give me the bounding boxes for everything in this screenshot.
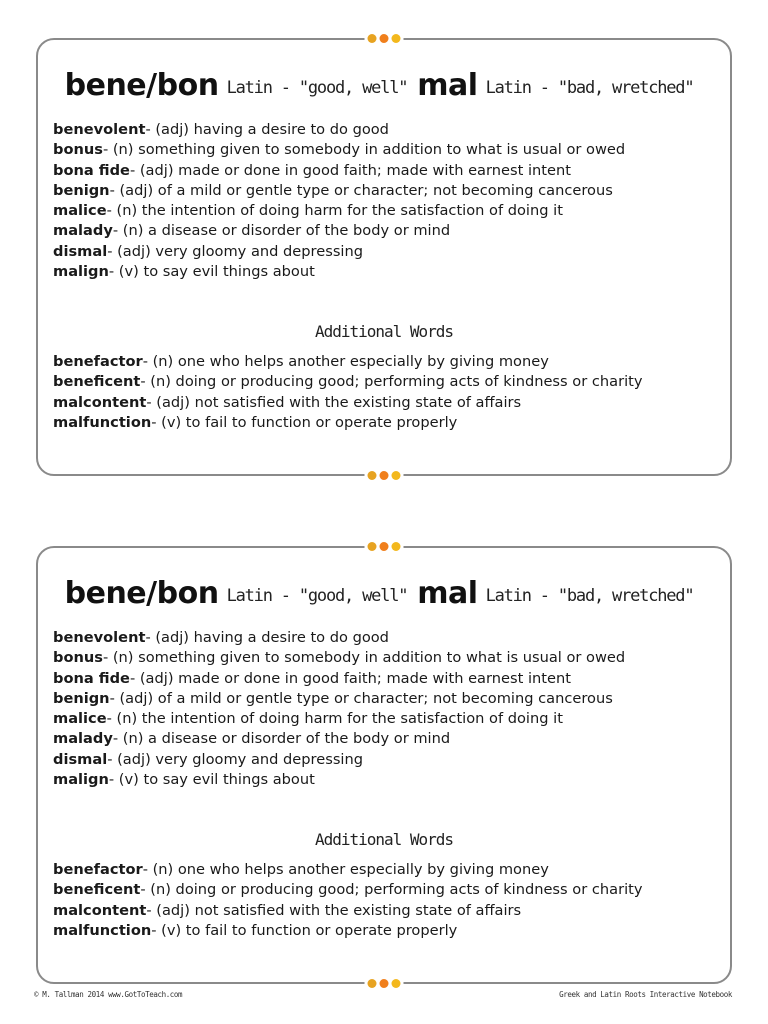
word-definition: - (v) to say evil things about bbox=[108, 263, 315, 281]
word-definition: - (v) to fail to function or operate properly bbox=[151, 921, 458, 939]
word-definition: - (n) a disease or disorder of the body or mind bbox=[112, 730, 451, 748]
word-list bbox=[53, 120, 720, 282]
word-entry bbox=[53, 628, 720, 648]
word-entry bbox=[53, 921, 720, 941]
word-term: malady bbox=[53, 730, 113, 748]
word-entry bbox=[53, 242, 720, 262]
root-bene-bon: bene/bon bbox=[64, 68, 219, 103]
word-term: benefactor bbox=[53, 353, 143, 370]
root-meaning-1: Latin - "good, well" bbox=[226, 78, 408, 98]
word-entry bbox=[53, 201, 720, 221]
word-entry bbox=[53, 709, 720, 729]
word-definition: - (v) to fail to function or operate properly bbox=[151, 413, 458, 431]
word-definition: - (adj) made or done in good faith; made with earnest intent bbox=[129, 161, 571, 179]
word-entry bbox=[53, 120, 720, 140]
additional-word-list bbox=[53, 352, 720, 433]
word-entry bbox=[53, 901, 720, 921]
dot-icon bbox=[380, 542, 389, 551]
word-entry bbox=[53, 393, 720, 413]
word-entry bbox=[53, 352, 720, 372]
dot-icon bbox=[380, 979, 389, 988]
word-term: bona fide bbox=[53, 669, 130, 687]
word-term: bonus bbox=[53, 649, 103, 667]
word-entry bbox=[53, 689, 720, 709]
copyright-footer: © M. Tallman 2014 www.GotToTeach.com bbox=[34, 990, 183, 999]
word-definition: - (n) something given to somebody in addition to what is usual or owed bbox=[102, 649, 626, 667]
word-definition: - (adj) very gloomy and depressing bbox=[107, 750, 363, 768]
word-definition: - (adj) of a mild or gentle type or character; not becoming cancerous bbox=[109, 181, 613, 199]
dot-icon bbox=[392, 979, 401, 988]
root-meaning-2: Latin - "bad, wretched" bbox=[485, 586, 694, 606]
word-term: malfunction bbox=[53, 921, 152, 939]
word-definition: - (adj) having a desire to do good bbox=[145, 629, 389, 646]
word-entry bbox=[53, 262, 720, 282]
word-entry bbox=[53, 880, 720, 900]
additional-words-heading: Additional Words bbox=[314, 322, 454, 341]
dot-icon bbox=[392, 34, 401, 43]
word-term: bonus bbox=[53, 141, 103, 159]
word-definition: - (adj) of a mild or gentle type or character; not becoming cancerous bbox=[109, 689, 613, 707]
word-definition: - (v) to say evil things about bbox=[108, 771, 315, 789]
word-list bbox=[53, 628, 720, 790]
word-term: malign bbox=[53, 263, 109, 281]
vocab-card-2 bbox=[36, 546, 732, 984]
decorative-dots-top bbox=[365, 34, 404, 43]
word-entry bbox=[53, 161, 720, 181]
word-term: benign bbox=[53, 689, 110, 707]
dot-icon bbox=[392, 542, 401, 551]
word-term: malign bbox=[53, 771, 109, 789]
additional-word-list bbox=[53, 860, 720, 941]
decorative-dots-bottom bbox=[365, 979, 404, 988]
word-entry bbox=[53, 860, 720, 880]
word-entry bbox=[53, 140, 720, 160]
word-term: dismal bbox=[53, 750, 108, 768]
word-entry bbox=[53, 770, 720, 790]
word-definition: - (adj) not satisfied with the existing state of affairs bbox=[146, 393, 522, 411]
word-definition: - (n) a disease or disorder of the body or mind bbox=[112, 222, 451, 240]
root-bene-bon: bene/bon bbox=[64, 576, 219, 611]
dot-icon bbox=[368, 542, 377, 551]
word-entry bbox=[53, 221, 720, 241]
word-term: benevolent bbox=[53, 121, 146, 138]
word-definition: - (n) the intention of doing harm for the satisfaction of doing it bbox=[106, 202, 563, 220]
word-definition: - (adj) made or done in good faith; made with earnest intent bbox=[129, 669, 571, 687]
dot-icon bbox=[368, 471, 377, 480]
word-entry bbox=[53, 669, 720, 689]
word-term: beneficent bbox=[53, 373, 141, 391]
word-term: malady bbox=[53, 222, 113, 240]
word-entry bbox=[53, 372, 720, 392]
word-term: beneficent bbox=[53, 881, 141, 899]
word-term: benign bbox=[53, 181, 110, 199]
word-term: malcontent bbox=[53, 901, 147, 919]
notebook-title-footer: Greek and Latin Roots Interactive Notebook bbox=[559, 990, 732, 999]
dot-icon bbox=[380, 471, 389, 480]
root-meaning-2: Latin - "bad, wretched" bbox=[485, 78, 694, 98]
word-term: benevolent bbox=[53, 629, 146, 646]
dot-icon bbox=[368, 979, 377, 988]
card-title bbox=[38, 576, 730, 611]
word-definition: - (n) something given to somebody in addition to what is usual or owed bbox=[102, 141, 626, 159]
word-definition: - (adj) not satisfied with the existing state of affairs bbox=[146, 901, 522, 919]
word-definition: - (adj) very gloomy and depressing bbox=[107, 242, 363, 260]
additional-words-heading: Additional Words bbox=[314, 830, 454, 849]
word-entry bbox=[53, 413, 720, 433]
decorative-dots-bottom bbox=[365, 471, 404, 480]
dot-icon bbox=[380, 34, 389, 43]
word-definition: - (n) one who helps another especially by giving money bbox=[142, 353, 549, 370]
decorative-dots-top bbox=[365, 542, 404, 551]
word-term: malice bbox=[53, 202, 107, 220]
word-term: malcontent bbox=[53, 393, 147, 411]
word-definition: - (n) one who helps another especially by giving money bbox=[142, 861, 549, 878]
root-meaning-1: Latin - "good, well" bbox=[226, 586, 408, 606]
word-term: malfunction bbox=[53, 413, 152, 431]
root-mal: mal bbox=[417, 68, 478, 103]
word-definition: - (n) doing or producing good; performing acts of kindness or charity bbox=[140, 373, 643, 391]
root-mal: mal bbox=[417, 576, 478, 611]
word-entry bbox=[53, 181, 720, 201]
word-entry bbox=[53, 729, 720, 749]
vocab-card-1 bbox=[36, 38, 732, 476]
word-term: benefactor bbox=[53, 861, 143, 878]
word-entry bbox=[53, 648, 720, 668]
word-term: malice bbox=[53, 710, 107, 728]
word-definition: - (n) doing or producing good; performing acts of kindness or charity bbox=[140, 881, 643, 899]
word-definition: - (adj) having a desire to do good bbox=[145, 121, 389, 138]
word-entry bbox=[53, 750, 720, 770]
word-term: dismal bbox=[53, 242, 108, 260]
dot-icon bbox=[368, 34, 377, 43]
word-term: bona fide bbox=[53, 161, 130, 179]
dot-icon bbox=[392, 471, 401, 480]
card-title bbox=[38, 68, 730, 103]
word-definition: - (n) the intention of doing harm for the satisfaction of doing it bbox=[106, 710, 563, 728]
